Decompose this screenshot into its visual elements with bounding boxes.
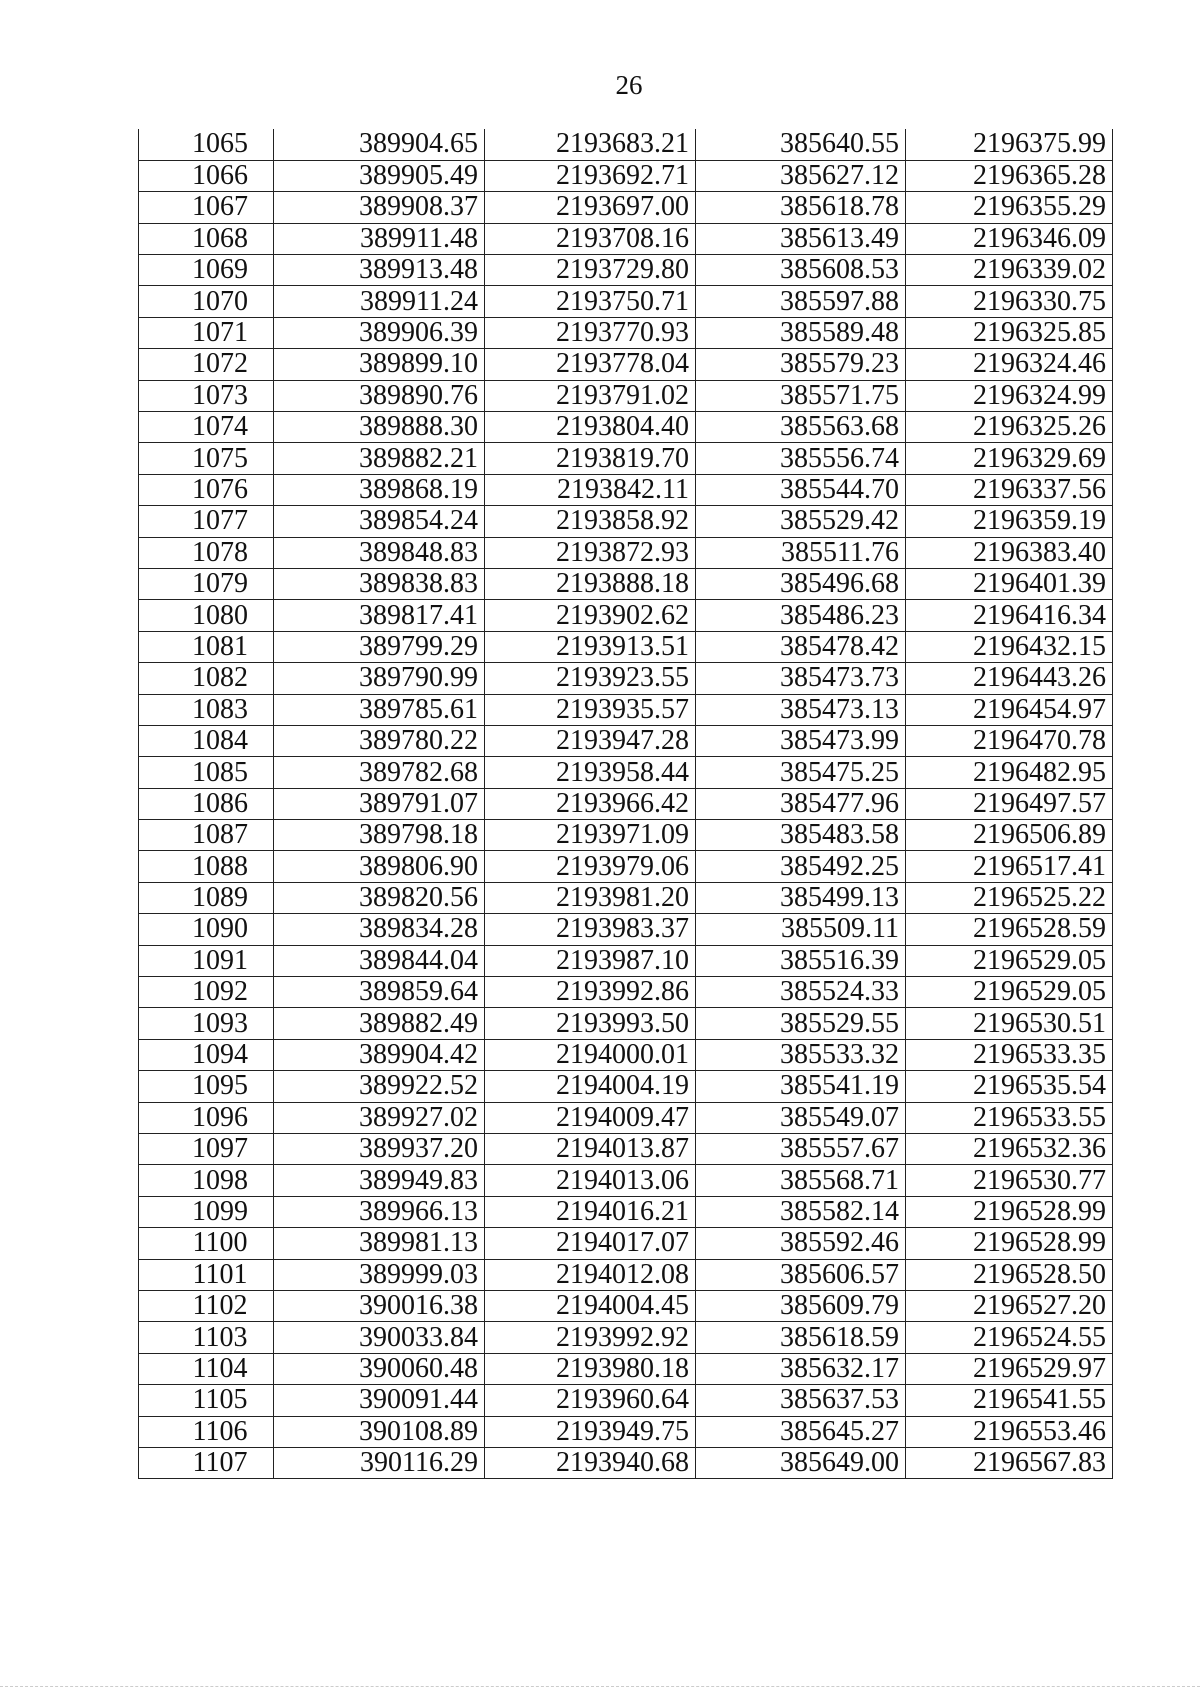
y1-cell: 2193993.50	[485, 1008, 696, 1039]
x1-cell: 389834.28	[274, 914, 485, 945]
y1-cell: 2193913.51	[485, 631, 696, 662]
point-id-cell: 1088	[139, 851, 274, 882]
y1-cell: 2193750.71	[485, 286, 696, 317]
y1-cell: 2193949.75	[485, 1416, 696, 1447]
y2-cell: 2196533.55	[906, 1102, 1113, 1133]
x2-cell: 385618.59	[696, 1322, 906, 1353]
point-id-cell: 1096	[139, 1102, 274, 1133]
x2-cell: 385473.99	[696, 725, 906, 756]
table-row	[139, 129, 1113, 160]
y1-cell: 2193902.62	[485, 600, 696, 631]
x1-cell: 389854.24	[274, 506, 485, 537]
x2-cell: 385637.53	[696, 1385, 906, 1416]
x2-cell: 385556.74	[696, 443, 906, 474]
point-id-cell: 1094	[139, 1039, 274, 1070]
x2-cell: 385649.00	[696, 1447, 906, 1478]
y2-cell: 2196355.29	[906, 192, 1113, 223]
y1-cell: 2193770.93	[485, 317, 696, 348]
table-row	[139, 788, 1113, 819]
table-row	[139, 1071, 1113, 1102]
point-id-cell: 1098	[139, 1165, 274, 1196]
table-row	[139, 192, 1113, 223]
y1-cell: 2194012.08	[485, 1259, 696, 1290]
y1-cell: 2193983.37	[485, 914, 696, 945]
y2-cell: 2196525.22	[906, 882, 1113, 913]
point-id-cell: 1105	[139, 1385, 274, 1416]
x1-cell: 389904.42	[274, 1039, 485, 1070]
table-row	[139, 1039, 1113, 1070]
x1-cell: 389890.76	[274, 380, 485, 411]
point-id-cell: 1075	[139, 443, 274, 474]
x2-cell: 385541.19	[696, 1071, 906, 1102]
point-id-cell: 1093	[139, 1008, 274, 1039]
y2-cell: 2196528.99	[906, 1196, 1113, 1227]
y2-cell: 2196330.75	[906, 286, 1113, 317]
table-row	[139, 223, 1113, 254]
y1-cell: 2193778.04	[485, 349, 696, 380]
y1-cell: 2193966.42	[485, 788, 696, 819]
table-row	[139, 537, 1113, 568]
point-id-cell: 1070	[139, 286, 274, 317]
point-id-cell: 1077	[139, 506, 274, 537]
table-row	[139, 663, 1113, 694]
x2-cell: 385509.11	[696, 914, 906, 945]
x1-cell: 390016.38	[274, 1290, 485, 1321]
y1-cell: 2193981.20	[485, 882, 696, 913]
point-id-cell: 1065	[139, 129, 274, 160]
table-row	[139, 914, 1113, 945]
coordinates-table	[138, 129, 1113, 1479]
table-row	[139, 725, 1113, 756]
y2-cell: 2196359.19	[906, 506, 1113, 537]
x2-cell: 385613.49	[696, 223, 906, 254]
table-row	[139, 255, 1113, 286]
point-id-cell: 1097	[139, 1134, 274, 1165]
y2-cell: 2196530.77	[906, 1165, 1113, 1196]
x1-cell: 389817.41	[274, 600, 485, 631]
x2-cell: 385529.42	[696, 506, 906, 537]
x1-cell: 389981.13	[274, 1228, 485, 1259]
x1-cell: 389888.30	[274, 412, 485, 443]
x2-cell: 385496.68	[696, 568, 906, 599]
table-row	[139, 851, 1113, 882]
x2-cell: 385473.13	[696, 694, 906, 725]
y1-cell: 2194009.47	[485, 1102, 696, 1133]
table-row	[139, 1416, 1113, 1447]
point-id-cell: 1076	[139, 474, 274, 505]
y1-cell: 2194000.01	[485, 1039, 696, 1070]
x2-cell: 385544.70	[696, 474, 906, 505]
x1-cell: 389911.48	[274, 223, 485, 254]
x1-cell: 389966.13	[274, 1196, 485, 1227]
x2-cell: 385533.32	[696, 1039, 906, 1070]
table-row	[139, 380, 1113, 411]
y2-cell: 2196567.83	[906, 1447, 1113, 1478]
y1-cell: 2194004.45	[485, 1290, 696, 1321]
point-id-cell: 1073	[139, 380, 274, 411]
point-id-cell: 1100	[139, 1228, 274, 1259]
y1-cell: 2193980.18	[485, 1353, 696, 1384]
x2-cell: 385640.55	[696, 129, 906, 160]
y1-cell: 2194013.06	[485, 1165, 696, 1196]
y2-cell: 2196383.40	[906, 537, 1113, 568]
table-row	[139, 945, 1113, 976]
point-id-cell: 1092	[139, 977, 274, 1008]
point-id-cell: 1074	[139, 412, 274, 443]
y1-cell: 2193947.28	[485, 725, 696, 756]
x1-cell: 389922.52	[274, 1071, 485, 1102]
y1-cell: 2194016.21	[485, 1196, 696, 1227]
x1-cell: 390033.84	[274, 1322, 485, 1353]
x1-cell: 390116.29	[274, 1447, 485, 1478]
y1-cell: 2193842.11	[485, 474, 696, 505]
x2-cell: 385486.23	[696, 600, 906, 631]
y2-cell: 2196482.95	[906, 757, 1113, 788]
y2-cell: 2196529.05	[906, 977, 1113, 1008]
table-row	[139, 694, 1113, 725]
point-id-cell: 1079	[139, 568, 274, 599]
table-row	[139, 882, 1113, 913]
x1-cell: 389908.37	[274, 192, 485, 223]
table-row	[139, 443, 1113, 474]
y2-cell: 2196497.57	[906, 788, 1113, 819]
y2-cell: 2196365.28	[906, 160, 1113, 191]
point-id-cell: 1101	[139, 1259, 274, 1290]
x2-cell: 385582.14	[696, 1196, 906, 1227]
y2-cell: 2196454.97	[906, 694, 1113, 725]
y2-cell: 2196337.56	[906, 474, 1113, 505]
y1-cell: 2193987.10	[485, 945, 696, 976]
y1-cell: 2193729.80	[485, 255, 696, 286]
table-row	[139, 474, 1113, 505]
y2-cell: 2196329.69	[906, 443, 1113, 474]
y2-cell: 2196532.36	[906, 1134, 1113, 1165]
x2-cell: 385563.68	[696, 412, 906, 443]
x1-cell: 389927.02	[274, 1102, 485, 1133]
x2-cell: 385511.76	[696, 537, 906, 568]
y2-cell: 2196535.54	[906, 1071, 1113, 1102]
table-row	[139, 600, 1113, 631]
x1-cell: 389913.48	[274, 255, 485, 286]
x2-cell: 385475.25	[696, 757, 906, 788]
x2-cell: 385516.39	[696, 945, 906, 976]
y2-cell: 2196325.26	[906, 412, 1113, 443]
point-id-cell: 1089	[139, 882, 274, 913]
table-row	[139, 1353, 1113, 1384]
y2-cell: 2196346.09	[906, 223, 1113, 254]
x1-cell: 389911.24	[274, 286, 485, 317]
y2-cell: 2196528.50	[906, 1259, 1113, 1290]
y1-cell: 2193804.40	[485, 412, 696, 443]
table-row	[139, 1385, 1113, 1416]
x2-cell: 385477.96	[696, 788, 906, 819]
table-row	[139, 977, 1113, 1008]
y2-cell: 2196524.55	[906, 1322, 1113, 1353]
table-row	[139, 160, 1113, 191]
x1-cell: 389882.49	[274, 1008, 485, 1039]
y1-cell: 2193872.93	[485, 537, 696, 568]
point-id-cell: 1082	[139, 663, 274, 694]
point-id-cell: 1104	[139, 1353, 274, 1384]
table-row	[139, 1322, 1113, 1353]
x2-cell: 385529.55	[696, 1008, 906, 1039]
y2-cell: 2196339.02	[906, 255, 1113, 286]
point-id-cell: 1072	[139, 349, 274, 380]
x2-cell: 385589.48	[696, 317, 906, 348]
x2-cell: 385499.13	[696, 882, 906, 913]
y1-cell: 2193791.02	[485, 380, 696, 411]
x1-cell: 389848.83	[274, 537, 485, 568]
y1-cell: 2193971.09	[485, 820, 696, 851]
table-row	[139, 631, 1113, 662]
x1-cell: 389782.68	[274, 757, 485, 788]
y1-cell: 2193858.92	[485, 506, 696, 537]
x1-cell: 389905.49	[274, 160, 485, 191]
y2-cell: 2196506.89	[906, 820, 1113, 851]
y1-cell: 2193819.70	[485, 443, 696, 474]
y2-cell: 2196325.85	[906, 317, 1113, 348]
x2-cell: 385618.78	[696, 192, 906, 223]
y2-cell: 2196324.99	[906, 380, 1113, 411]
point-id-cell: 1083	[139, 694, 274, 725]
x2-cell: 385492.25	[696, 851, 906, 882]
table-row	[139, 1134, 1113, 1165]
x2-cell: 385608.53	[696, 255, 906, 286]
y1-cell: 2193683.21	[485, 129, 696, 160]
x2-cell: 385579.23	[696, 349, 906, 380]
table-row	[139, 349, 1113, 380]
y1-cell: 2194017.07	[485, 1228, 696, 1259]
point-id-cell: 1091	[139, 945, 274, 976]
table-row	[139, 757, 1113, 788]
footer-divider	[0, 1686, 1200, 1687]
y2-cell: 2196443.26	[906, 663, 1113, 694]
point-id-cell: 1086	[139, 788, 274, 819]
table-row	[139, 1259, 1113, 1290]
y1-cell: 2193923.55	[485, 663, 696, 694]
point-id-cell: 1066	[139, 160, 274, 191]
x2-cell: 385473.73	[696, 663, 906, 694]
x1-cell: 389868.19	[274, 474, 485, 505]
x2-cell: 385478.42	[696, 631, 906, 662]
table-row	[139, 1102, 1113, 1133]
point-id-cell: 1084	[139, 725, 274, 756]
y1-cell: 2193992.86	[485, 977, 696, 1008]
table-row	[139, 1008, 1113, 1039]
point-id-cell: 1103	[139, 1322, 274, 1353]
y2-cell: 2196530.51	[906, 1008, 1113, 1039]
x1-cell: 389838.83	[274, 568, 485, 599]
y1-cell: 2193708.16	[485, 223, 696, 254]
x2-cell: 385568.71	[696, 1165, 906, 1196]
x2-cell: 385645.27	[696, 1416, 906, 1447]
x1-cell: 389806.90	[274, 851, 485, 882]
x2-cell: 385627.12	[696, 160, 906, 191]
point-id-cell: 1102	[139, 1290, 274, 1321]
page-number: 26	[615, 70, 643, 100]
y2-cell: 2196470.78	[906, 725, 1113, 756]
x1-cell: 389882.21	[274, 443, 485, 474]
x1-cell: 389790.99	[274, 663, 485, 694]
point-id-cell: 1090	[139, 914, 274, 945]
x1-cell: 389999.03	[274, 1259, 485, 1290]
y2-cell: 2196528.99	[906, 1228, 1113, 1259]
x1-cell: 389820.56	[274, 882, 485, 913]
x1-cell: 389844.04	[274, 945, 485, 976]
y1-cell: 2194004.19	[485, 1071, 696, 1102]
point-id-cell: 1071	[139, 317, 274, 348]
point-id-cell: 1087	[139, 820, 274, 851]
x1-cell: 389904.65	[274, 129, 485, 160]
point-id-cell: 1095	[139, 1071, 274, 1102]
x1-cell: 389937.20	[274, 1134, 485, 1165]
x2-cell: 385557.67	[696, 1134, 906, 1165]
y2-cell: 2196324.46	[906, 349, 1113, 380]
table-row	[139, 286, 1113, 317]
point-id-cell: 1099	[139, 1196, 274, 1227]
y2-cell: 2196517.41	[906, 851, 1113, 882]
table-row	[139, 820, 1113, 851]
table-row	[139, 1228, 1113, 1259]
y1-cell: 2193940.68	[485, 1447, 696, 1478]
y1-cell: 2193979.06	[485, 851, 696, 882]
x2-cell: 385606.57	[696, 1259, 906, 1290]
coordinates-table-body	[139, 129, 1113, 1479]
table-row	[139, 506, 1113, 537]
point-id-cell: 1068	[139, 223, 274, 254]
x2-cell: 385524.33	[696, 977, 906, 1008]
x1-cell: 389859.64	[274, 977, 485, 1008]
x1-cell: 389899.10	[274, 349, 485, 380]
y2-cell: 2196528.59	[906, 914, 1113, 945]
y1-cell: 2194013.87	[485, 1134, 696, 1165]
y2-cell: 2196375.99	[906, 129, 1113, 160]
y1-cell: 2193697.00	[485, 192, 696, 223]
x2-cell: 385549.07	[696, 1102, 906, 1133]
y2-cell: 2196553.46	[906, 1416, 1113, 1447]
y2-cell: 2196527.20	[906, 1290, 1113, 1321]
x1-cell: 389799.29	[274, 631, 485, 662]
point-id-cell: 1107	[139, 1447, 274, 1478]
point-id-cell: 1085	[139, 757, 274, 788]
point-id-cell: 1078	[139, 537, 274, 568]
x1-cell: 390091.44	[274, 1385, 485, 1416]
table-row	[139, 1447, 1113, 1478]
y1-cell: 2193692.71	[485, 160, 696, 191]
y2-cell: 2196432.15	[906, 631, 1113, 662]
x1-cell: 389798.18	[274, 820, 485, 851]
table-row	[139, 568, 1113, 599]
y2-cell: 2196401.39	[906, 568, 1113, 599]
x2-cell: 385597.88	[696, 286, 906, 317]
x1-cell: 390060.48	[274, 1353, 485, 1384]
table-row	[139, 1290, 1113, 1321]
table-row	[139, 1165, 1113, 1196]
table-row	[139, 317, 1113, 348]
y2-cell: 2196529.05	[906, 945, 1113, 976]
y2-cell: 2196416.34	[906, 600, 1113, 631]
y1-cell: 2193960.64	[485, 1385, 696, 1416]
point-id-cell: 1106	[139, 1416, 274, 1447]
x2-cell: 385632.17	[696, 1353, 906, 1384]
x2-cell: 385483.58	[696, 820, 906, 851]
point-id-cell: 1080	[139, 600, 274, 631]
y1-cell: 2193888.18	[485, 568, 696, 599]
table-row	[139, 1196, 1113, 1227]
y2-cell: 2196541.55	[906, 1385, 1113, 1416]
y1-cell: 2193935.57	[485, 694, 696, 725]
y1-cell: 2193992.92	[485, 1322, 696, 1353]
x1-cell: 389949.83	[274, 1165, 485, 1196]
point-id-cell: 1069	[139, 255, 274, 286]
x1-cell: 389780.22	[274, 725, 485, 756]
point-id-cell: 1081	[139, 631, 274, 662]
y2-cell: 2196533.35	[906, 1039, 1113, 1070]
x1-cell: 390108.89	[274, 1416, 485, 1447]
x2-cell: 385592.46	[696, 1228, 906, 1259]
x2-cell: 385609.79	[696, 1290, 906, 1321]
x1-cell: 389785.61	[274, 694, 485, 725]
table-row	[139, 412, 1113, 443]
x1-cell: 389906.39	[274, 317, 485, 348]
x1-cell: 389791.07	[274, 788, 485, 819]
point-id-cell: 1067	[139, 192, 274, 223]
y1-cell: 2193958.44	[485, 757, 696, 788]
x2-cell: 385571.75	[696, 380, 906, 411]
y2-cell: 2196529.97	[906, 1353, 1113, 1384]
